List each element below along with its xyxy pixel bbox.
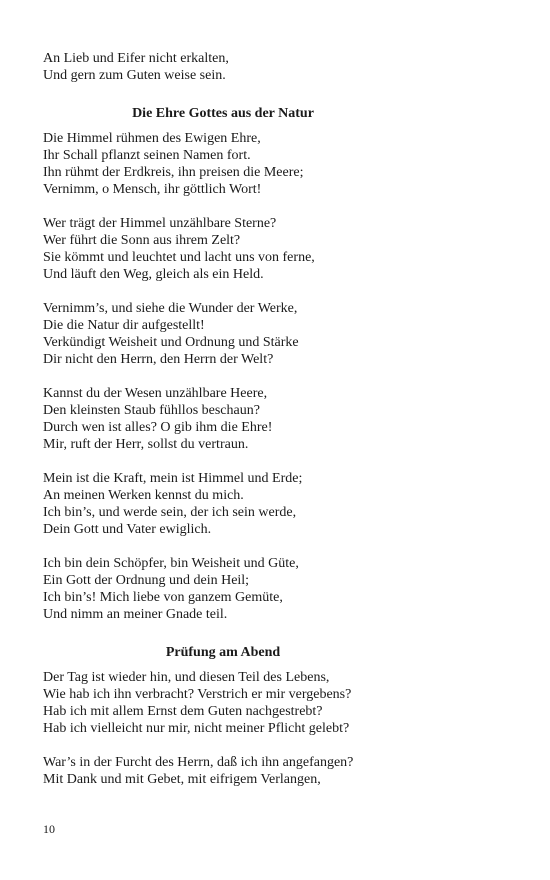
verse-line: Wie hab ich ihn verbracht? Verstrich er mir vergebens? xyxy=(43,687,352,702)
verse-line: Vernimm’s, und siehe die Wunder der Werke, xyxy=(43,301,298,316)
page-body xyxy=(43,50,403,788)
verse-line: Mein ist die Kraft, mein ist Himmel und Erde; xyxy=(43,471,303,486)
verse-line: Ihn rühmt der Erdkreis, ihn preisen die Meere; xyxy=(43,165,304,180)
verse-line: Und nimm an meiner Gnade teil. xyxy=(43,607,228,622)
stanza xyxy=(43,669,403,737)
verse-line: Ein Gott der Ordnung und dein Heil; xyxy=(43,573,250,588)
verse-line: Dir nicht den Herrn, den Herrn der Welt? xyxy=(43,352,274,367)
stanza xyxy=(43,130,403,198)
verse-line: Ich bin dein Schöpfer, bin Weisheit und Güte, xyxy=(43,556,299,571)
verse-line: Dein Gott und Vater ewiglich. xyxy=(43,522,212,537)
verse-line: Ich bin’s, und werde sein, der ich sein werde, xyxy=(43,505,297,520)
verse-line: Mit Dank und mit Gebet, mit eifrigem Verlangen, xyxy=(43,772,321,787)
stanza xyxy=(43,215,403,283)
stanza xyxy=(43,300,403,368)
verse-line: Ihr Schall pflanzt seinen Namen fort. xyxy=(43,148,251,163)
verse-line: Kannst du der Wesen unzählbare Heere, xyxy=(43,386,268,401)
verse-line: Den kleinsten Staub fühllos beschaun? xyxy=(43,403,260,418)
verse-line: Und läuft den Weg, gleich als ein Held. xyxy=(43,267,264,282)
verse-line: War’s in der Furcht des Herrn, daß ich ihn angefangen? xyxy=(43,755,354,770)
poem-title: Prüfung am Abend xyxy=(165,645,281,660)
poem-title: Die Ehre Gottes aus der Natur xyxy=(132,106,314,121)
verse-line: Verkündigt Weisheit und Ordnung und Stärke xyxy=(43,335,299,350)
verse-line: An Lieb und Eifer nicht erkalten, xyxy=(43,51,229,66)
verse-line: Ich bin’s! Mich liebe von ganzem Gemüte, xyxy=(43,590,283,605)
verse-line: Der Tag ist wieder hin, und diesen Teil des Lebens, xyxy=(43,670,330,685)
verse-line: An meinen Werken kennst du mich. xyxy=(43,488,244,503)
stanza xyxy=(43,754,403,788)
verse-line: Vernimm, o Mensch, ihr göttlich Wort! xyxy=(43,182,262,197)
verse-line: Wer trägt der Himmel unzählbare Sterne? xyxy=(43,216,277,231)
stanza xyxy=(43,555,403,623)
stanza xyxy=(43,385,403,453)
verse-line: Hab ich vielleicht nur mir, nicht meiner Pflicht gelebt? xyxy=(43,721,350,736)
opening-stanza xyxy=(43,50,403,84)
verse-line: Mir, ruft der Herr, sollst du vertraun. xyxy=(43,437,249,452)
verse-line: Die die Natur dir aufgestellt! xyxy=(43,318,205,333)
verse-line: Und gern zum Guten weise sein. xyxy=(43,68,226,83)
verse-line: Hab ich mit allem Ernst dem Guten nachgestrebt? xyxy=(43,704,323,719)
verse-line: Durch wen ist alles? O gib ihm die Ehre! xyxy=(43,420,273,435)
page-number: 10 xyxy=(43,822,55,836)
verse-line: Sie kömmt und leuchtet und lacht uns von ferne, xyxy=(43,250,315,265)
stanza xyxy=(43,470,403,538)
verse-line: Wer führt die Sonn aus ihrem Zelt? xyxy=(43,233,241,248)
verse-line: Die Himmel rühmen des Ewigen Ehre, xyxy=(43,131,261,146)
